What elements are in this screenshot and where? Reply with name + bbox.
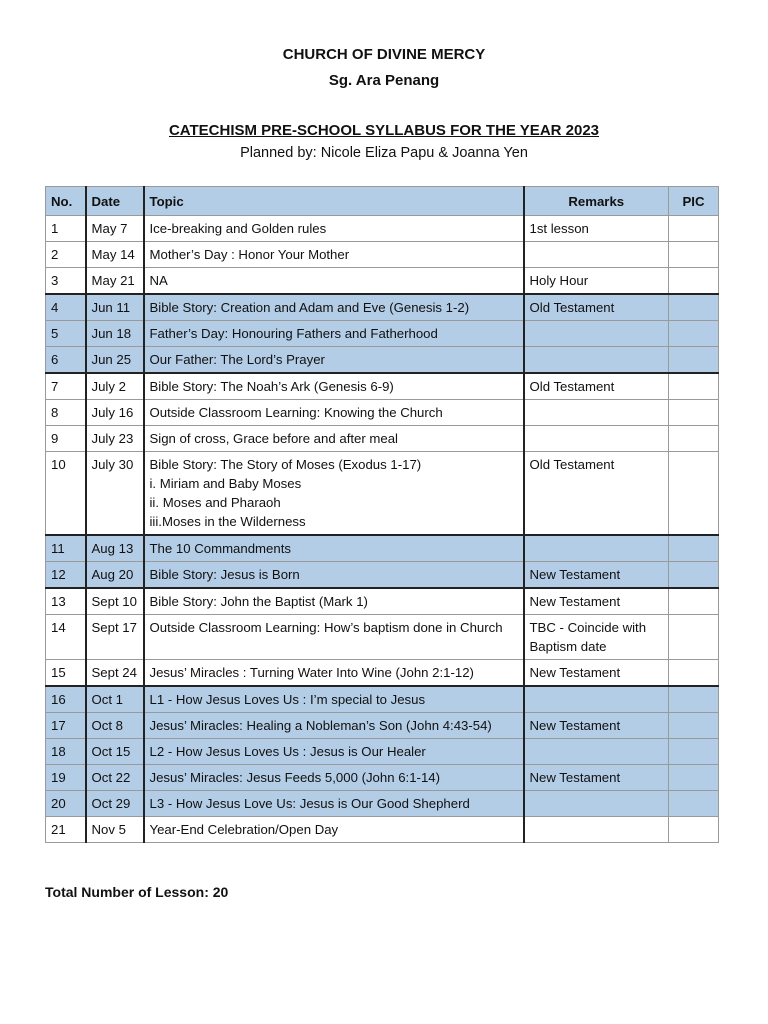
cell-date: Sept 17 xyxy=(86,615,144,660)
organization-location: Sg. Ara Penang xyxy=(328,72,440,89)
table-row xyxy=(46,426,719,452)
table-row xyxy=(46,791,719,817)
cell-topic: L3 - How Jesus Love Us: Jesus is Our Good Shepherd xyxy=(144,791,524,817)
cell-remarks xyxy=(524,739,669,765)
cell-date: Nov 5 xyxy=(86,817,144,843)
cell-date: Jun 11 xyxy=(86,294,144,321)
cell-pic xyxy=(669,817,719,843)
cell-pic xyxy=(669,373,719,400)
cell-topic: Ice-breaking and Golden rules xyxy=(144,216,524,242)
table-row xyxy=(46,268,719,295)
cell-no: 6 xyxy=(46,347,86,374)
column-header-pic: PIC xyxy=(669,187,719,216)
cell-date: Oct 15 xyxy=(86,739,144,765)
cell-no: 11 xyxy=(46,535,86,562)
column-header-remarks: Remarks xyxy=(524,187,669,216)
table-row xyxy=(46,216,719,242)
syllabus-table xyxy=(45,186,719,843)
cell-no: 9 xyxy=(46,426,86,452)
cell-topic: Outside Classroom Learning: How’s baptism done in Church xyxy=(144,615,524,660)
organization-name: CHURCH OF DIVINE MERCY xyxy=(282,46,486,63)
cell-no: 4 xyxy=(46,294,86,321)
column-header-no: No. xyxy=(46,187,86,216)
cell-pic xyxy=(669,739,719,765)
cell-remarks xyxy=(524,535,669,562)
cell-topic: Mother’s Day : Honor Your Mother xyxy=(144,242,524,268)
cell-date: Oct 22 xyxy=(86,765,144,791)
cell-date: Oct 8 xyxy=(86,713,144,739)
table-row xyxy=(46,562,719,589)
cell-no: 14 xyxy=(46,615,86,660)
cell-topic: Outside Classroom Learning: Knowing the Church xyxy=(144,400,524,426)
cell-no: 12 xyxy=(46,562,86,589)
cell-date: Aug 20 xyxy=(86,562,144,589)
table-row xyxy=(46,400,719,426)
cell-remarks: Old Testament xyxy=(524,373,669,400)
cell-date: Jun 18 xyxy=(86,321,144,347)
column-header-topic: Topic xyxy=(144,187,524,216)
document-title: CATECHISM PRE-SCHOOL SYLLABUS FOR THE YEAR 2023 xyxy=(168,122,600,139)
cell-topic: L2 - How Jesus Loves Us : Jesus is Our Healer xyxy=(144,739,524,765)
cell-date: Oct 1 xyxy=(86,686,144,713)
cell-remarks xyxy=(524,426,669,452)
cell-no: 3 xyxy=(46,268,86,295)
column-header-date: Date xyxy=(86,187,144,216)
cell-date: Aug 13 xyxy=(86,535,144,562)
cell-date: July 30 xyxy=(86,452,144,536)
cell-pic xyxy=(669,562,719,589)
cell-date: May 7 xyxy=(86,216,144,242)
cell-date: Jun 25 xyxy=(86,347,144,374)
table-row xyxy=(46,765,719,791)
cell-pic xyxy=(669,765,719,791)
cell-pic xyxy=(669,242,719,268)
topic-subitem: i. Miriam and Baby Moses xyxy=(149,476,302,491)
cell-date: Oct 29 xyxy=(86,791,144,817)
cell-topic: Bible Story: The Noah’s Ark (Genesis 6-9) xyxy=(144,373,524,400)
cell-pic xyxy=(669,535,719,562)
cell-remarks: New Testament xyxy=(524,660,669,687)
cell-no: 5 xyxy=(46,321,86,347)
cell-remarks: Old Testament xyxy=(524,452,669,536)
cell-remarks: New Testament xyxy=(524,765,669,791)
cell-topic: L1 - How Jesus Loves Us : I’m special to Jesus xyxy=(144,686,524,713)
cell-pic xyxy=(669,588,719,615)
cell-pic xyxy=(669,347,719,374)
cell-topic: Bible Story: Creation and Adam and Eve (Genesis 1-2) xyxy=(144,294,524,321)
table-row xyxy=(46,817,719,843)
planned-by: Planned by: Nicole Eliza Papu & Joanna Yen xyxy=(240,145,528,161)
cell-date: May 14 xyxy=(86,242,144,268)
table-row xyxy=(46,739,719,765)
table-row xyxy=(46,452,719,536)
cell-no: 16 xyxy=(46,686,86,713)
cell-topic: Our Father: The Lord’s Prayer xyxy=(144,347,524,374)
cell-topic xyxy=(144,452,524,536)
cell-pic xyxy=(669,216,719,242)
cell-no: 7 xyxy=(46,373,86,400)
cell-date: July 16 xyxy=(86,400,144,426)
table-header-row xyxy=(46,187,719,216)
cell-topic: Jesus’ Miracles: Jesus Feeds 5,000 (John 6:1-14) xyxy=(144,765,524,791)
cell-pic xyxy=(669,615,719,660)
cell-pic xyxy=(669,400,719,426)
cell-topic: The 10 Commandments xyxy=(144,535,524,562)
cell-pic xyxy=(669,426,719,452)
cell-remarks: Holy Hour xyxy=(524,268,669,295)
table-row xyxy=(46,660,719,687)
cell-remarks xyxy=(524,242,669,268)
cell-date: July 23 xyxy=(86,426,144,452)
cell-pic xyxy=(669,660,719,687)
cell-pic xyxy=(669,791,719,817)
cell-no: 18 xyxy=(46,739,86,765)
cell-remarks xyxy=(524,347,669,374)
cell-topic: Father’s Day: Honouring Fathers and Fatherhood xyxy=(144,321,524,347)
cell-remarks xyxy=(524,321,669,347)
cell-no: 19 xyxy=(46,765,86,791)
cell-date: July 2 xyxy=(86,373,144,400)
topic-main: Bible Story: The Story of Moses (Exodus 1-17) xyxy=(149,457,422,472)
cell-remarks: New Testament xyxy=(524,713,669,739)
cell-no: 2 xyxy=(46,242,86,268)
cell-topic: Sign of cross, Grace before and after meal xyxy=(144,426,524,452)
table-row xyxy=(46,294,719,321)
cell-remarks: 1st lesson xyxy=(524,216,669,242)
cell-remarks: New Testament xyxy=(524,588,669,615)
cell-pic xyxy=(669,686,719,713)
table-row xyxy=(46,535,719,562)
cell-remarks: TBC - Coincide with Baptism date xyxy=(524,615,669,660)
cell-pic xyxy=(669,268,719,295)
cell-date: May 21 xyxy=(86,268,144,295)
table-row xyxy=(46,242,719,268)
topic-subitem: iii.Moses in the Wilderness xyxy=(149,514,306,529)
cell-topic: Year-End Celebration/Open Day xyxy=(144,817,524,843)
cell-remarks xyxy=(524,817,669,843)
cell-no: 15 xyxy=(46,660,86,687)
cell-remarks: New Testament xyxy=(524,562,669,589)
cell-topic: Bible Story: Jesus is Born xyxy=(144,562,524,589)
cell-date: Sept 24 xyxy=(86,660,144,687)
cell-no: 13 xyxy=(46,588,86,615)
cell-topic: Bible Story: John the Baptist (Mark 1) xyxy=(144,588,524,615)
cell-remarks xyxy=(524,686,669,713)
cell-no: 1 xyxy=(46,216,86,242)
table-row xyxy=(46,588,719,615)
table-row xyxy=(46,713,719,739)
cell-topic: Jesus’ Miracles: Healing a Nobleman’s Son (John 4:43-54) xyxy=(144,713,524,739)
cell-pic xyxy=(669,452,719,536)
cell-topic: Jesus’ Miracles : Turning Water Into Wine (John 2:1-12) xyxy=(144,660,524,687)
cell-no: 10 xyxy=(46,452,86,536)
total-lessons: Total Number of Lesson: 20 xyxy=(45,884,229,900)
cell-date: Sept 10 xyxy=(86,588,144,615)
cell-pic xyxy=(669,713,719,739)
cell-no: 17 xyxy=(46,713,86,739)
cell-no: 20 xyxy=(46,791,86,817)
cell-pic xyxy=(669,321,719,347)
table-row xyxy=(46,686,719,713)
cell-remarks xyxy=(524,400,669,426)
cell-topic: NA xyxy=(144,268,524,295)
table-row xyxy=(46,373,719,400)
topic-subitem: ii. Moses and Pharaoh xyxy=(149,495,281,510)
cell-remarks xyxy=(524,791,669,817)
cell-no: 21 xyxy=(46,817,86,843)
table-row xyxy=(46,347,719,374)
table-row xyxy=(46,321,719,347)
cell-remarks: Old Testament xyxy=(524,294,669,321)
table-row xyxy=(46,615,719,660)
cell-no: 8 xyxy=(46,400,86,426)
cell-pic xyxy=(669,294,719,321)
